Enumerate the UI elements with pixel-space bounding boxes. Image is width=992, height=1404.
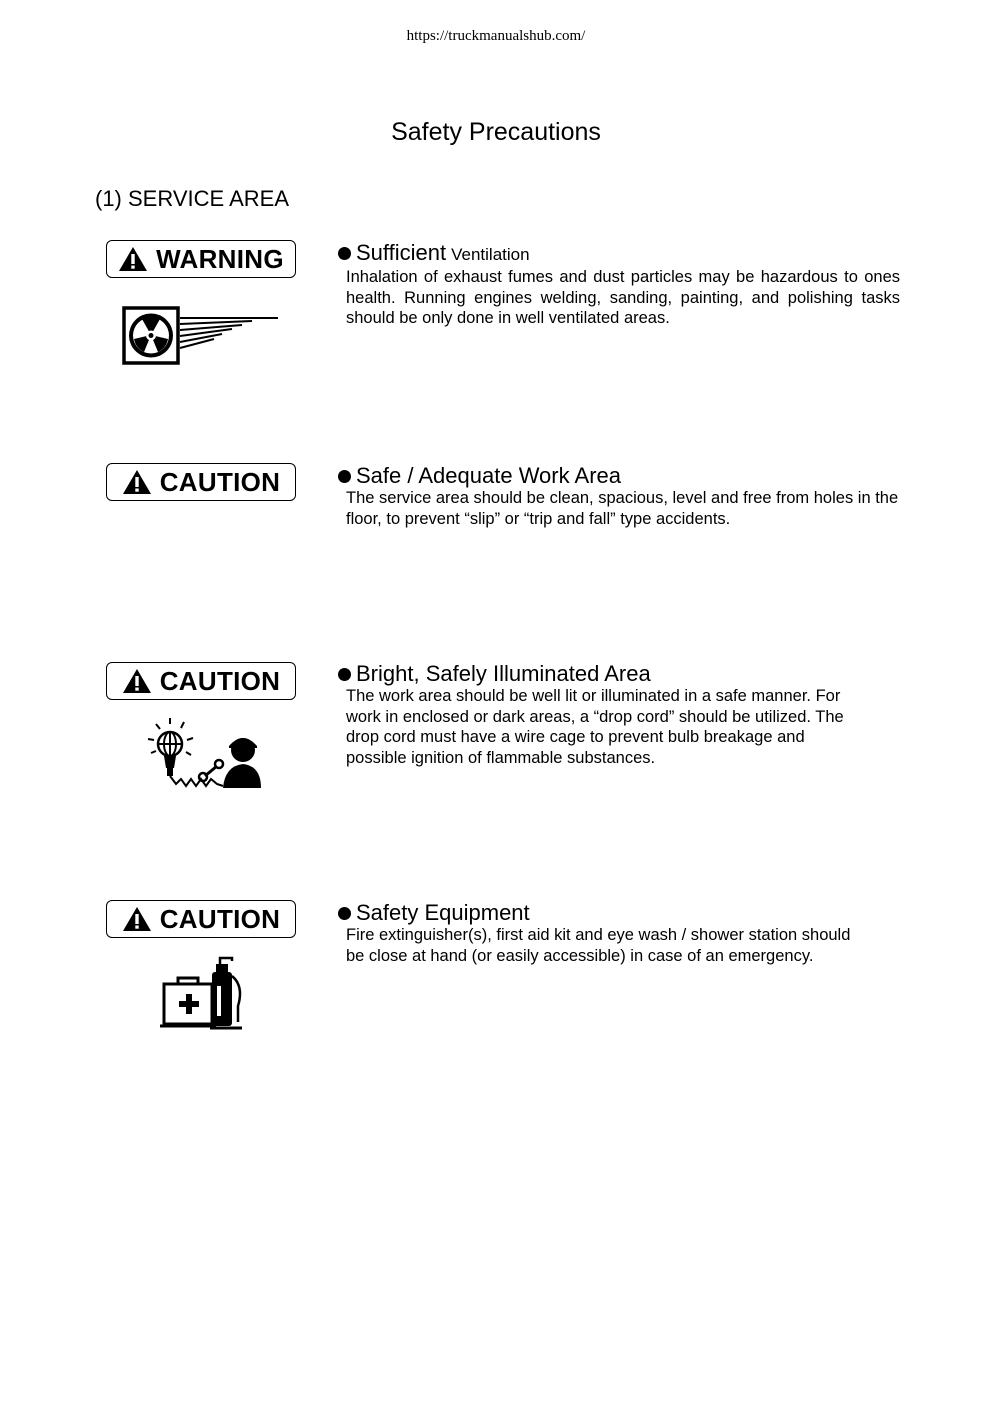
safety-equipment-item xyxy=(338,901,900,966)
work-area-item xyxy=(338,464,900,529)
item-heading xyxy=(338,662,900,686)
warning-triangle-icon xyxy=(118,246,148,272)
first-aid-extinguisher-icon xyxy=(160,956,246,1032)
badge-label: CAUTION xyxy=(159,904,281,934)
badge-label: WARNING xyxy=(156,244,284,274)
item-heading xyxy=(338,901,900,925)
caution-badge xyxy=(106,900,296,938)
item-body: The service area should be clean, spacious, level and free from holes in the floor, to prevent “slip” or “trip and fall” type accidents. xyxy=(346,489,899,528)
body-line: Fire extinguisher(s), first aid kit and eye wash / shower station should xyxy=(346,926,851,944)
section-heading: (1) SERVICE AREA xyxy=(95,186,289,211)
item-heading-text: Safe / Adequate Work Area xyxy=(356,463,621,488)
warning-badge xyxy=(106,240,296,278)
warning-triangle-icon xyxy=(122,668,152,694)
item-heading-text: Safety Equipment xyxy=(356,900,530,925)
item-heading-text: Sufficient xyxy=(356,240,447,265)
warning-triangle-icon xyxy=(122,469,152,495)
bullet-icon xyxy=(338,907,351,920)
body-line: The work area should be well lit or illuminated in a safe manner. For xyxy=(346,687,841,705)
bullet-icon xyxy=(338,668,351,681)
bullet-icon xyxy=(338,470,351,483)
illumination-item xyxy=(338,662,900,768)
item-body xyxy=(346,686,900,768)
body-line: work in enclosed or dark areas, a “drop cord” should be utilized. The xyxy=(346,707,844,726)
warning-triangle-icon xyxy=(122,906,152,932)
source-url[interactable]: https://truckmanualshub.com/ xyxy=(406,28,586,44)
badge-label: CAUTION xyxy=(159,467,281,497)
caution-badge xyxy=(106,662,296,700)
ventilation-fan-icon xyxy=(122,305,282,367)
caution-badge xyxy=(106,463,296,501)
item-heading-text: Bright, Safely Illuminated Area xyxy=(356,661,651,686)
bullet-icon xyxy=(338,247,351,260)
badge-label: CAUTION xyxy=(159,666,281,696)
item-heading-sub: Ventilation xyxy=(451,245,530,264)
body-line: possible ignition of flammable substances. xyxy=(346,748,656,767)
item-body xyxy=(346,925,900,966)
item-heading xyxy=(338,464,900,488)
ventilation-item xyxy=(338,241,900,329)
drop-cord-worker-icon xyxy=(143,716,263,794)
body-line: be close at hand (or easily accessible) in case of an emergency. xyxy=(346,946,814,965)
body-line: drop cord must have a wire cage to prevent bulb breakage and xyxy=(346,728,805,746)
item-heading xyxy=(338,241,900,267)
page-title: Safety Precautions xyxy=(391,118,601,146)
item-body: Inhalation of exhaust fumes and dust particles may be hazardous to ones health. Running engines welding, sanding, painting, and polishing tasks should be only done in well ventilated areas. xyxy=(346,268,900,327)
